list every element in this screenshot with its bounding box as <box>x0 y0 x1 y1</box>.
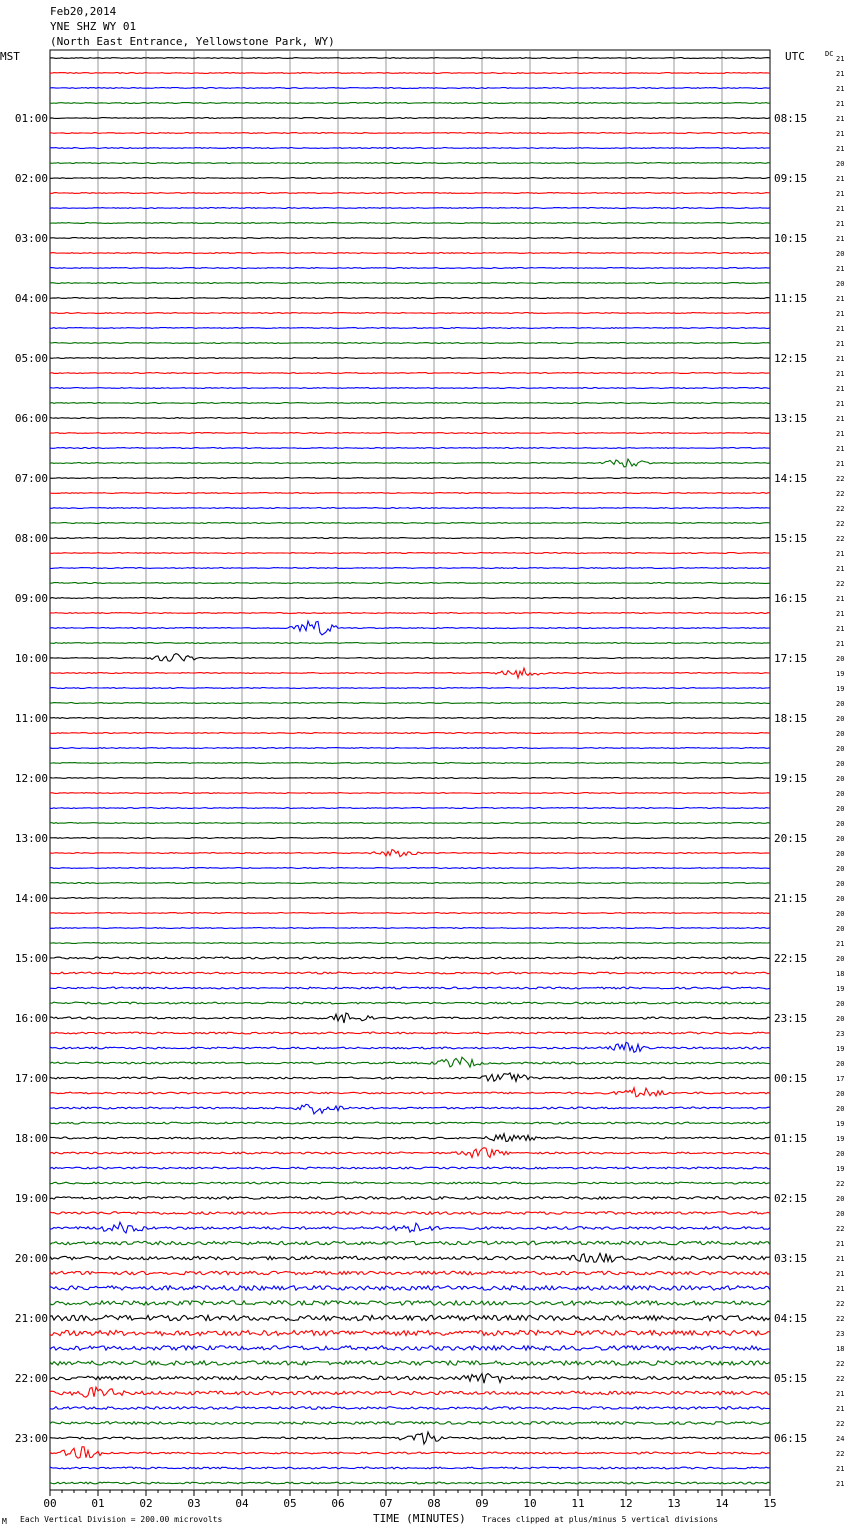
left-hour-label: 01:00 <box>14 112 48 125</box>
dc-offset-label: 20 <box>836 1000 845 1008</box>
seismic-trace <box>50 1104 770 1114</box>
seismic-trace <box>50 73 770 74</box>
dc-offset-label: 20 <box>836 760 845 768</box>
seismic-trace <box>50 103 770 104</box>
seismic-trace <box>50 957 770 959</box>
dc-offset-label: 22 <box>836 1375 845 1383</box>
seismic-trace <box>50 283 770 284</box>
left-hour-label: 13:00 <box>14 832 48 845</box>
seismic-trace <box>50 448 770 449</box>
dc-offset-label: 21 <box>836 640 845 648</box>
seismic-trace <box>50 928 770 929</box>
left-hour-label: 09:00 <box>14 592 48 605</box>
seismic-trace <box>50 253 770 254</box>
dc-label: DC <box>825 50 834 58</box>
right-hour-label: 17:15 <box>774 652 808 665</box>
left-hour-label: 04:00 <box>14 292 48 305</box>
seismic-trace <box>50 1330 770 1335</box>
seismic-trace <box>50 733 770 734</box>
right-hour-label: 03:15 <box>774 1252 808 1265</box>
seismic-trace <box>50 808 770 809</box>
seismic-trace <box>50 1013 770 1023</box>
x-tick-label: 04 <box>235 1497 249 1510</box>
dc-offset-label: 21 <box>836 145 845 153</box>
dc-offset-label: 21 <box>836 595 845 603</box>
left-hour-label: 20:00 <box>14 1252 48 1265</box>
dc-offset-label: 21 <box>836 85 845 93</box>
dc-offset-label: 22 <box>836 1315 845 1323</box>
seismic-trace <box>50 1032 770 1034</box>
seismic-trace <box>50 1212 770 1215</box>
seismic-trace <box>50 1073 770 1081</box>
dc-offset-label: 22 <box>836 1180 845 1188</box>
seismic-trace <box>50 972 770 974</box>
dc-offset-label: 21 <box>836 610 845 618</box>
left-hour-label: 06:00 <box>14 412 48 425</box>
dc-offset-label: 20 <box>836 1210 845 1218</box>
station-code: YNE SHZ WY 01 <box>50 20 137 33</box>
seismic-trace <box>50 1253 770 1262</box>
dc-offset-label: 21 <box>836 1255 845 1263</box>
seismic-trace <box>50 508 770 509</box>
left-hour-label: 08:00 <box>14 532 48 545</box>
seismic-trace <box>50 1286 770 1290</box>
seismic-trace <box>50 238 770 239</box>
dc-offset-label: 21 <box>836 175 845 183</box>
dc-offset-label: 20 <box>836 1150 845 1158</box>
dc-offset-label: 20 <box>836 160 845 168</box>
x-tick-label: 11 <box>571 1497 585 1510</box>
dc-offset-label: 21 <box>836 385 845 393</box>
x-tick-label: 07 <box>379 1497 393 1510</box>
seismic-trace <box>50 459 770 467</box>
dc-offset-label: 21 <box>836 340 845 348</box>
seismic-trace <box>50 793 770 794</box>
dc-offset-label: 21 <box>836 115 845 123</box>
dc-offset-label: 21 <box>836 235 845 243</box>
left-hour-label: 23:00 <box>14 1432 48 1445</box>
left-hour-label: 17:00 <box>14 1072 48 1085</box>
right-hour-label: 21:15 <box>774 892 808 905</box>
seismic-trace <box>50 598 770 599</box>
dc-offset-label: 21 <box>836 220 845 228</box>
seismic-trace <box>50 358 770 359</box>
left-hour-label: 19:00 <box>14 1192 48 1205</box>
seismic-trace <box>50 1002 770 1004</box>
dc-offset-label: 20 <box>836 790 845 798</box>
seismic-trace <box>50 1197 770 1200</box>
seismic-trace <box>50 343 770 344</box>
corner-mark: M <box>2 1517 7 1526</box>
dc-offset-label: 22 <box>836 1450 845 1458</box>
x-tick-label: 10 <box>523 1497 537 1510</box>
dc-offset-label: 20 <box>836 805 845 813</box>
dc-offset-label: 21 <box>836 205 845 213</box>
x-axis-title: TIME (MINUTES) <box>373 1512 466 1525</box>
dc-offset-label: 21 <box>836 430 845 438</box>
dc-offset-label: 20 <box>836 715 845 723</box>
seismic-trace <box>50 1422 770 1425</box>
seismic-trace <box>50 703 770 704</box>
right-hour-label: 10:15 <box>774 232 808 245</box>
x-tick-label: 08 <box>427 1497 441 1510</box>
seismic-trace <box>50 328 770 329</box>
dc-offset-label: 20 <box>836 880 845 888</box>
dc-offset-label: 20 <box>836 775 845 783</box>
seismic-trace <box>50 193 770 194</box>
x-tick-label: 02 <box>139 1497 153 1510</box>
dc-offset-label: 20 <box>836 250 845 258</box>
dc-offset-label: 20 <box>836 730 845 738</box>
left-hour-label: 02:00 <box>14 172 48 185</box>
seismic-trace <box>50 418 770 419</box>
dc-offset-label: 22 <box>836 505 845 513</box>
right-hour-label: 04:15 <box>774 1312 808 1325</box>
dc-offset-label: 22 <box>836 1300 845 1308</box>
seismic-trace <box>50 763 770 764</box>
dc-offset-label: 20 <box>836 1090 845 1098</box>
seismic-trace <box>50 388 770 389</box>
seismic-trace <box>50 58 770 59</box>
dc-offset-label: 19 <box>836 685 845 693</box>
right-hour-label: 23:15 <box>774 1012 808 1025</box>
seismic-trace <box>50 1374 770 1384</box>
dc-offset-label: 23 <box>836 1330 845 1338</box>
dc-offset-label: 21 <box>836 130 845 138</box>
dc-offset-label: 21 <box>836 445 845 453</box>
right-hour-label: 18:15 <box>774 712 808 725</box>
left-timezone-label: MST <box>0 50 20 63</box>
x-tick-label: 14 <box>715 1497 729 1510</box>
seismic-trace <box>50 1301 770 1305</box>
seismic-trace <box>50 688 770 689</box>
seismic-trace <box>50 850 770 857</box>
dc-offset-label: 20 <box>836 1060 845 1068</box>
dc-offset-label: 21 <box>836 70 845 78</box>
dc-offset-label: 21 <box>836 550 845 558</box>
dc-offset-label: 21 <box>836 1285 845 1293</box>
seismic-trace <box>50 1182 770 1184</box>
dc-offset-label: 19 <box>836 670 845 678</box>
left-hour-label: 16:00 <box>14 1012 48 1025</box>
dc-offset-label: 21 <box>836 55 845 63</box>
seismic-trace <box>50 568 770 569</box>
right-hour-label: 00:15 <box>774 1072 808 1085</box>
seismic-trace <box>50 583 770 584</box>
dc-offset-label: 21 <box>836 1405 845 1413</box>
station-location: (North East Entrance, Yellowstone Park, WY) <box>50 35 335 48</box>
seismic-trace <box>50 1222 770 1233</box>
dc-offset-label: 21 <box>836 1465 845 1473</box>
right-timezone-label: UTC <box>785 50 805 63</box>
seismic-trace <box>50 88 770 89</box>
right-hour-label: 05:15 <box>774 1372 808 1385</box>
right-hour-label: 06:15 <box>774 1432 808 1445</box>
dc-offset-label: 21 <box>836 190 845 198</box>
x-tick-label: 00 <box>43 1497 57 1510</box>
seismic-trace <box>50 718 770 719</box>
seismic-trace <box>50 223 770 224</box>
left-hour-label: 10:00 <box>14 652 48 665</box>
x-tick-label: 13 <box>667 1497 681 1510</box>
x-tick-label: 12 <box>619 1497 633 1510</box>
dc-offset-label: 20 <box>836 865 845 873</box>
dc-offset-label: 20 <box>836 745 845 753</box>
right-hour-label: 13:15 <box>774 412 808 425</box>
seismic-trace <box>50 208 770 209</box>
left-hour-label: 07:00 <box>14 472 48 485</box>
dc-offset-label: 21 <box>836 460 845 468</box>
dc-offset-label: 21 <box>836 1240 845 1248</box>
seismic-trace <box>50 1432 770 1444</box>
seismic-trace <box>50 1122 770 1124</box>
seismic-trace <box>50 493 770 494</box>
seismic-trace <box>50 133 770 134</box>
dc-offset-label: 20 <box>836 850 845 858</box>
seismic-trace <box>50 1315 770 1320</box>
left-hour-label: 15:00 <box>14 952 48 965</box>
dc-offset-label: 21 <box>836 565 845 573</box>
dc-offset-label: 19 <box>836 1045 845 1053</box>
right-hour-label: 08:15 <box>774 112 808 125</box>
dc-offset-label: 22 <box>836 475 845 483</box>
dc-offset-label: 17 <box>836 1075 845 1083</box>
seismic-trace <box>50 883 770 884</box>
dc-offset-label: 23 <box>836 1030 845 1038</box>
left-hour-label: 14:00 <box>14 892 48 905</box>
seismic-trace <box>50 643 770 644</box>
left-hour-label: 05:00 <box>14 352 48 365</box>
dc-offset-label: 24 <box>836 1435 845 1443</box>
x-tick-label: 03 <box>187 1497 201 1510</box>
seismic-trace <box>50 943 770 944</box>
dc-offset-label: 21 <box>836 400 845 408</box>
dc-offset-label: 20 <box>836 280 845 288</box>
dc-offset-label: 22 <box>836 1420 845 1428</box>
dc-offset-label: 20 <box>836 700 845 708</box>
dc-offset-label: 19 <box>836 1135 845 1143</box>
x-tick-label: 09 <box>475 1497 489 1510</box>
seismic-trace <box>50 478 770 479</box>
seismic-trace <box>50 1447 770 1458</box>
seismic-trace <box>50 838 770 839</box>
dc-offset-label: 20 <box>836 655 845 663</box>
right-hour-label: 20:15 <box>774 832 808 845</box>
seismic-trace <box>50 1241 770 1245</box>
right-hour-label: 22:15 <box>774 952 808 965</box>
x-tick-label: 01 <box>91 1497 105 1510</box>
right-hour-label: 09:15 <box>774 172 808 185</box>
dc-offset-label: 22 <box>836 520 845 528</box>
seismic-trace <box>50 1361 770 1365</box>
seismic-trace <box>50 1042 770 1052</box>
right-hour-label: 15:15 <box>774 532 808 545</box>
dc-offset-label: 20 <box>836 820 845 828</box>
seismic-trace <box>50 313 770 314</box>
dc-offset-label: 22 <box>836 490 845 498</box>
seismic-trace <box>50 373 770 374</box>
dc-offset-label: 20 <box>836 835 845 843</box>
seismic-trace <box>50 898 770 899</box>
left-hour-label: 18:00 <box>14 1132 48 1145</box>
seismic-trace <box>50 1407 770 1410</box>
seismic-trace <box>50 1057 770 1067</box>
dc-offset-label: 21 <box>836 415 845 423</box>
seismic-trace <box>50 178 770 179</box>
dc-offset-label: 22 <box>836 1360 845 1368</box>
seismic-trace <box>50 268 770 269</box>
dc-offset-label: 18 <box>836 1345 845 1353</box>
seismic-trace <box>50 868 770 869</box>
dc-offset-label: 21 <box>836 295 845 303</box>
seismic-trace <box>50 913 770 914</box>
seismic-trace <box>50 654 770 662</box>
seismic-trace <box>50 553 770 554</box>
seismic-trace <box>50 538 770 539</box>
seismic-trace <box>50 748 770 749</box>
dc-offset-label: 20 <box>836 910 845 918</box>
seismic-trace <box>50 433 770 434</box>
dc-offset-label: 20 <box>836 1195 845 1203</box>
seismic-trace <box>50 1271 770 1275</box>
seismic-trace <box>50 1482 770 1484</box>
right-hour-label: 19:15 <box>774 772 808 785</box>
dc-offset-label: 19 <box>836 1120 845 1128</box>
dc-offset-label: 21 <box>836 1390 845 1398</box>
seismic-trace <box>50 163 770 164</box>
left-hour-label: 12:00 <box>14 772 48 785</box>
dc-offset-label: 21 <box>836 1270 845 1278</box>
dc-offset-label: 21 <box>836 310 845 318</box>
dc-offset-label: 18 <box>836 970 845 978</box>
dc-offset-label: 22 <box>836 580 845 588</box>
seismic-trace <box>50 1346 770 1350</box>
right-hour-label: 12:15 <box>774 352 808 365</box>
seismic-trace <box>50 148 770 149</box>
seismic-trace <box>50 823 770 824</box>
dc-offset-label: 20 <box>836 925 845 933</box>
left-hour-label: 22:00 <box>14 1372 48 1385</box>
left-hour-label: 21:00 <box>14 1312 48 1325</box>
dc-offset-label: 20 <box>836 895 845 903</box>
dc-offset-label: 20 <box>836 1105 845 1113</box>
dc-offset-label: 21 <box>836 370 845 378</box>
seismic-trace <box>50 778 770 779</box>
scale-note: Each Vertical Division = 200.00 microvolts <box>20 1515 223 1524</box>
seismic-trace <box>50 987 770 989</box>
seismic-trace <box>50 403 770 404</box>
dc-offset-label: 19 <box>836 1165 845 1173</box>
dc-offset-label: 22 <box>836 1225 845 1233</box>
seismic-trace <box>50 523 770 524</box>
right-hour-label: 14:15 <box>774 472 808 485</box>
x-tick-label: 05 <box>283 1497 297 1510</box>
seismic-trace <box>50 1387 770 1397</box>
right-hour-label: 16:15 <box>774 592 808 605</box>
seismic-trace <box>50 1088 770 1097</box>
seismic-trace <box>50 1148 770 1158</box>
dc-offset-label: 21 <box>836 940 845 948</box>
x-tick-label: 15 <box>763 1497 777 1510</box>
right-hour-label: 01:15 <box>774 1132 808 1145</box>
dc-offset-label: 21 <box>836 1480 845 1488</box>
right-hour-label: 11:15 <box>774 292 808 305</box>
right-hour-label: 02:15 <box>774 1192 808 1205</box>
seismic-trace <box>50 613 770 614</box>
dc-offset-label: 21 <box>836 100 845 108</box>
seismic-trace <box>50 1167 770 1169</box>
dc-offset-label: 21 <box>836 325 845 333</box>
x-tick-label: 06 <box>331 1497 345 1510</box>
left-hour-label: 11:00 <box>14 712 48 725</box>
seismic-trace <box>50 118 770 119</box>
dc-offset-label: 20 <box>836 1015 845 1023</box>
dc-offset-label: 21 <box>836 355 845 363</box>
dc-offset-label: 20 <box>836 955 845 963</box>
dc-offset-label: 22 <box>836 535 845 543</box>
dc-offset-label: 21 <box>836 265 845 273</box>
dc-offset-label: 19 <box>836 985 845 993</box>
seismic-trace <box>50 621 770 635</box>
dc-offset-label: 21 <box>836 625 845 633</box>
seismic-trace <box>50 668 770 678</box>
seismic-trace <box>50 1134 770 1142</box>
clip-note: Traces clipped at plus/minus 5 vertical divisions <box>482 1515 719 1524</box>
left-hour-label: 03:00 <box>14 232 48 245</box>
seismic-trace <box>50 298 770 299</box>
seismic-trace <box>50 1467 770 1469</box>
chart-date: Feb20,2014 <box>50 5 117 18</box>
